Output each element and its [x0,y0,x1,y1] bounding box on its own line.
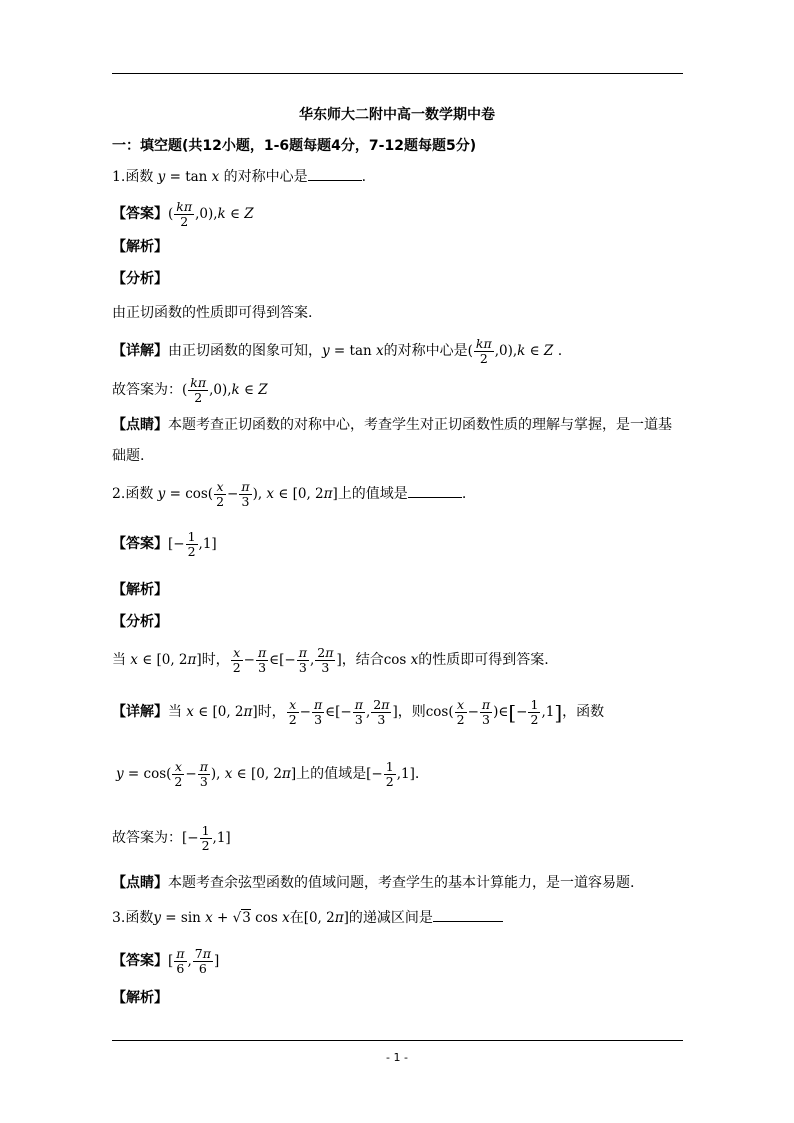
q1-stem-post: 的对称中心是 [223,169,308,185]
q2-jiexi-tag: 【解析】 [112,582,168,598]
q2-answer: 【答案】[− $\frac{1}{2}$ ,1] [112,529,217,559]
question-1-stem: 1.函数 y = tan x 的对称中心是 . [112,166,366,187]
q2-comment [112,873,634,893]
answer-tag: 【答案】 [112,536,168,552]
q1-conclusion: 故答案为：( $\frac{k\pi}{2}$ ,0),k ∈ Z [112,375,268,405]
q2-stem-pre: 2.函数 [112,486,154,502]
footer-rule [112,1040,683,1041]
q3-stem-post: 的递减区间是 [348,910,433,926]
q2-stem-post: 上的值域是 [337,486,408,502]
header-rule [112,73,683,74]
q2-detail-2: y = cos( $\frac{x}{2}$ − $\frac{\pi}{3}$ ), x ∈ [0, 2π]上的值域是[− $\frac{1}{2}$ ,1]. [116,759,420,789]
q2-detail-pre: 当 [168,704,182,720]
detail-tag: 【详解】 [112,704,168,720]
answer-blank [308,166,362,181]
q2-comment-text: 本题考查余弦型函数的值域问题，考查学生的基本计算能力，是一道容易题. [168,875,635,891]
q2-detail-end: ，函数 [562,704,605,720]
document-title: 华东师大二附中高一数学期中卷 [299,107,495,123]
q1-answer: 【答案】( $\frac{k\pi}{2}$ ,0),k ∈ Z [112,199,254,229]
q2-detail-then: ，则 [397,704,426,720]
q1-detail: 【详解】由正切函数的图象可知，y = tan x的对称中心是( $\frac{k\pi}{2}$ ,0),k ∈ Z . [112,336,563,366]
q2-fenxi-tag: 【分析】 [112,614,168,630]
q2-detail2-mid: 上的值域是 [296,766,367,782]
q2-analysis-mid: 时， [201,652,230,668]
q3-jiexi-tag: 【解析】 [112,990,168,1006]
q2-analysis-pre: 当 [112,652,126,668]
comment-tag: 【点睛】 [112,875,168,891]
q1-analysis: 由正切函数的性质即可得到答案. [112,305,313,321]
page-number: - 1 - [386,1051,408,1064]
question-2-stem: 2.函数 y = cos( $\frac{x}{2}$ − $\frac{\pi}{3}$ ), x ∈ [0, 2π]上的值域是 . [112,479,467,509]
q2-detail-mid: 时， [257,704,286,720]
q1-fenxi-tag: 【分析】 [112,271,168,287]
q1-jiexi-tag: 【解析】 [112,239,168,255]
q2-analysis-post: ，结合 [341,652,384,668]
q3-stem-pre: 3.函数 [112,910,154,926]
q1-detail-mid: 的对称中心是 [383,343,468,359]
answer-tag: 【答案】 [112,953,168,969]
q1-conclusion-pre: 故答案为： [112,382,182,398]
q1-detail-pre: 由正切函数的图象可知， [168,343,322,359]
q2-analysis: 当 x ∈ [0, 2π]时， $\frac{x}{2}$ − $\frac{\pi}{3}$ ∈[− $\frac{\pi}{3}$ , $\frac{2\pi}{3}$ ]，结合cos x的性质即可得到答案. [112,645,549,675]
q2-detail: 【详解】当 x ∈ [0, 2π]时， $\frac{x}{2}$ − $\frac{\pi}{3}$ ∈[− $\frac{\pi}{3}$ , $\frac{2\pi}{3}$ ]，则cos( $\frac{x}{2}$ − $\frac{\pi}{3}$ )∈[− $\frac{1}{2}$ ,1]，函数 [112,697,605,727]
section-heading: 一：填空题(共12小题，1-6题每题4分，7-12题每题5分) [112,138,477,154]
q1-stem-pre: 1.函数 [112,169,154,185]
q1-comment [112,415,672,435]
answer-blank [408,483,462,498]
q1-comment-1: 本题考查正切函数的对称中心，考查学生对正切函数性质的理解与掌握，是一道基 [168,417,672,433]
q1-comment-2: 础题. [112,448,145,464]
q2-conclusion: 故答案为：[− $\frac{1}{2}$ ,1] [112,823,231,853]
q3-stem-mid: 在 [289,910,304,926]
answer-tag: 【答案】 [112,206,168,222]
q2-conclusion-pre: 故答案为： [112,830,182,846]
comment-tag: 【点睛】 [112,417,168,433]
detail-tag: 【详解】 [112,343,168,359]
q2-analysis-end: 的性质即可得到答案. [418,652,549,668]
question-3-stem: 3.函数y = sin x + √3 cos x在[0, 2π]的递减区间是 [112,907,503,928]
answer-blank [433,907,503,922]
q3-answer: 【答案】[ $\frac{\pi}{6}$ , $\frac{7\pi}{6}$ ] [112,946,220,976]
